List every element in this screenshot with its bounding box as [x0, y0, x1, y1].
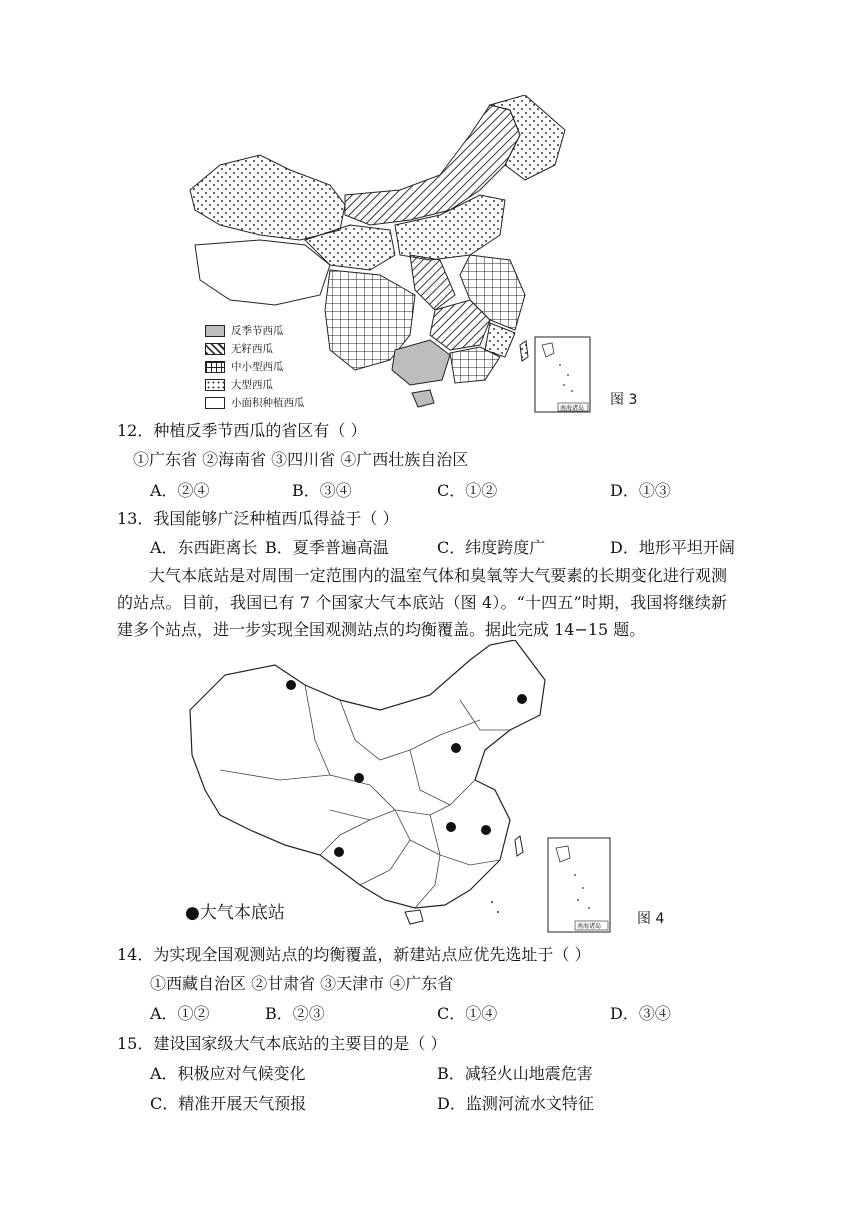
- question-14-items: ①西藏自治区 ②甘肃省 ③天津市 ④广东省: [150, 974, 454, 993]
- question-15-option-c[interactable]: C．精准开展天气预报: [150, 1094, 307, 1113]
- figure-4-label: 图 4: [637, 911, 665, 927]
- question-13-stem: 13．我国能够广泛种植西瓜得益于（ ）: [117, 509, 399, 528]
- station-marker: [286, 680, 296, 690]
- question-12-items: ①广东省 ②海南省 ③四川省 ④广西壮族自治区: [133, 450, 469, 469]
- legend-label-offseason: 反季节西瓜: [231, 325, 284, 337]
- question-12-option-a[interactable]: A．②④: [150, 481, 210, 500]
- station-marker: [446, 822, 456, 832]
- question-15-option-b[interactable]: B．减轻火山地震危害: [437, 1064, 593, 1083]
- legend-swatch-large: [205, 379, 225, 391]
- question-14-option-b[interactable]: B．②③: [265, 1004, 325, 1023]
- question-12-option-d[interactable]: D．①③: [610, 481, 671, 500]
- legend-swatch-small-area: [205, 397, 225, 409]
- station-marker: [517, 694, 527, 704]
- question-15-stem: 15．建设国家级大气本底站的主要目的是（ ）: [117, 1034, 447, 1053]
- question-14-stem: 14．为实现全国观测站点的均衡覆盖，新建站点应优先选址于（ ）: [117, 945, 591, 964]
- figure-4-map: [180, 640, 620, 940]
- question-14-option-a[interactable]: A．①②: [150, 1004, 210, 1023]
- question-14-option-c[interactable]: C．①④: [437, 1004, 498, 1023]
- region-xinjiang: [190, 155, 345, 240]
- figure-3-label: 图 3: [610, 392, 638, 408]
- station-marker: [354, 773, 364, 783]
- region-taiwan: [520, 341, 528, 361]
- region-hainan: [412, 390, 434, 407]
- question-12-stem: 12．种植反季节西瓜的省区有（ ）: [117, 421, 367, 440]
- region-tibet: [195, 240, 330, 305]
- station-marker: [334, 847, 344, 857]
- figure-4: [180, 640, 620, 940]
- legend-swatch-offseason: [205, 325, 225, 337]
- station-marker: [451, 743, 461, 753]
- legend-label-small-area: 小面积种植西瓜: [231, 397, 305, 409]
- figure-4-hainan: [405, 910, 423, 924]
- legend-swatch-small-medium: [205, 361, 225, 373]
- legend-swatch-seedless: [205, 343, 225, 355]
- question-15-option-d[interactable]: D．监测河流水文特征: [437, 1094, 594, 1113]
- question-15-option-a[interactable]: A．积极应对气候变化: [150, 1064, 306, 1083]
- question-12-option-b[interactable]: B．③④: [292, 481, 352, 500]
- region-shaanxi: [410, 255, 455, 310]
- question-13-option-c[interactable]: C．纬度跨度广: [437, 538, 546, 557]
- figure-4-inset-caption: 南海诸岛: [577, 923, 602, 930]
- legend-label-seedless: 无籽西瓜: [231, 343, 273, 355]
- figure-3-inset-caption: 南海诸岛: [560, 405, 585, 412]
- question-14-option-d[interactable]: D．③④: [610, 1004, 671, 1023]
- question-13-option-a[interactable]: A．东西距离长: [150, 538, 258, 557]
- question-13-option-b[interactable]: B．夏季普遍高温: [265, 538, 389, 557]
- passage: [117, 562, 727, 643]
- figure-4-taiwan: [515, 836, 523, 856]
- station-marker: [481, 825, 491, 835]
- legend-label-small-medium: 中小型西瓜: [231, 361, 284, 373]
- question-13-option-d[interactable]: D．地形平坦开阔: [610, 538, 735, 557]
- question-12-option-c[interactable]: C．①②: [437, 481, 498, 500]
- legend-label-large: 大型西瓜: [231, 379, 273, 391]
- figure-4-legend: ●大气本底站: [185, 903, 285, 923]
- passage-text: 大气本底站是对周围一定范围内的温室气体和臭氧等大气要素的长期变化进行观测的站点。目前，我国已有 7 个国家大气本底站（图 4）。“十四五”时期，我国将继续新建多个站点，进一步实现全国观测站点的均衡覆盖。据此完成 14−15 题。: [117, 566, 727, 639]
